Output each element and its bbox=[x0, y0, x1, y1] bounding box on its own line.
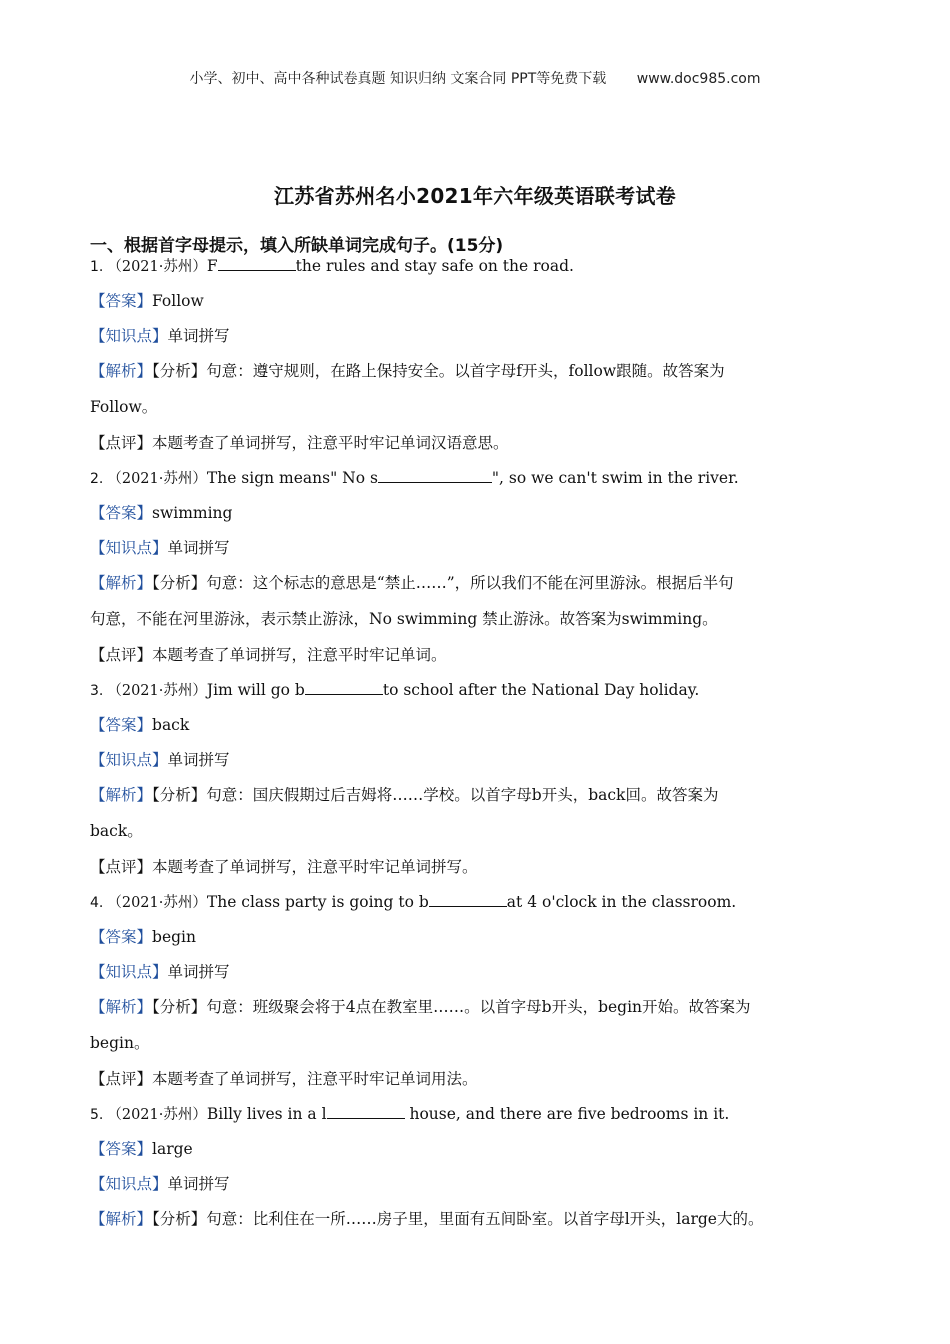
fenxi-label: 【分析】 bbox=[152, 998, 207, 1016]
answer-value: begin bbox=[152, 928, 196, 946]
answer-blank bbox=[429, 890, 507, 907]
answer-blank bbox=[218, 254, 296, 271]
answer-line bbox=[90, 496, 860, 531]
knowledge-value: 单词拼写 bbox=[167, 751, 230, 769]
knowledge-line bbox=[90, 743, 860, 778]
analysis-text: 句意：国庆假期过后吉姆将……学校。以首字母b开头，back回。故答案为 bbox=[206, 786, 719, 804]
knowledge-line bbox=[90, 955, 860, 990]
question-2 bbox=[90, 461, 860, 496]
answer-line bbox=[90, 284, 860, 319]
knowledge-value: 单词拼写 bbox=[167, 963, 230, 981]
comment-label: 【点评】 bbox=[90, 434, 153, 452]
question-number: 5. bbox=[90, 1107, 104, 1123]
answer-label: 【答案】 bbox=[90, 292, 153, 310]
answer-line bbox=[90, 1132, 860, 1167]
fenxi-label: 【分析】 bbox=[152, 574, 207, 592]
answer-value: large bbox=[152, 1140, 193, 1158]
comment-line bbox=[90, 1062, 860, 1097]
analysis-label: 【解析】 bbox=[90, 1210, 153, 1228]
knowledge-value: 单词拼写 bbox=[167, 1175, 230, 1193]
answer-label: 【答案】 bbox=[90, 1140, 153, 1158]
answer-blank bbox=[327, 1102, 405, 1119]
fenxi-label: 【分析】 bbox=[152, 786, 207, 804]
knowledge-line bbox=[90, 1167, 860, 1202]
comment-line bbox=[90, 638, 860, 673]
analysis-text: 句意：这个标志的意思是“禁止……”，所以我们不能在河里游泳。根据后半句 bbox=[206, 574, 734, 592]
analysis-line bbox=[90, 566, 860, 601]
knowledge-value: 单词拼写 bbox=[167, 327, 230, 345]
analysis-label: 【解析】 bbox=[90, 362, 153, 380]
question-text-before: Jim will go b bbox=[206, 681, 305, 699]
comment-label: 【点评】 bbox=[90, 646, 153, 664]
question-text-after: house, and there are five bedrooms in it. bbox=[404, 1105, 730, 1123]
question-source: （2021·苏州） bbox=[107, 471, 207, 487]
comment-label: 【点评】 bbox=[90, 1070, 153, 1088]
page-header bbox=[0, 68, 950, 88]
analysis-label: 【解析】 bbox=[90, 786, 153, 804]
answer-line bbox=[90, 920, 860, 955]
answer-value: swimming bbox=[152, 504, 233, 522]
knowledge-label: 【知识点】 bbox=[90, 1175, 168, 1193]
analysis-text: 句意：遵守规则，在路上保持安全。以首字母f开头，follow跟随。故答案为 bbox=[206, 362, 725, 380]
question-text-before: Billy lives in a l bbox=[206, 1105, 327, 1123]
fenxi-label: 【分析】 bbox=[152, 362, 207, 380]
analysis-continuation: back。 bbox=[90, 822, 143, 840]
answer-value: back bbox=[152, 716, 190, 734]
question-number: 2. bbox=[90, 471, 104, 487]
questions-list bbox=[90, 249, 860, 1237]
comment-text: 本题考查了单词拼写，注意平时牢记单词用法。 bbox=[152, 1070, 478, 1088]
answer-value: Follow bbox=[152, 292, 204, 310]
answer-label: 【答案】 bbox=[90, 504, 153, 522]
knowledge-label: 【知识点】 bbox=[90, 539, 168, 557]
comment-text: 本题考查了单词拼写，注意平时牢记单词拼写。 bbox=[152, 858, 478, 876]
analysis-text: 句意：班级聚会将于4点在教室里……。以首字母b开头，begin开始。故答案为 bbox=[206, 998, 751, 1016]
section-heading: 一、根据首字母提示，填入所缺单词完成句子。(15分) bbox=[90, 236, 504, 256]
question-1 bbox=[90, 249, 860, 284]
header-text: 小学、初中、高中各种试卷真题 知识归纳 文案合同 PPT等免费下载 bbox=[189, 71, 607, 87]
question-text-after: the rules and stay safe on the road. bbox=[295, 257, 574, 275]
header-site-link[interactable]: www.doc985.com bbox=[636, 71, 761, 87]
analysis-text: 句意：比利住在一所……房子里，里面有五间卧室。以首字母l开头，large大的。 bbox=[206, 1210, 764, 1228]
question-text-before: The class party is going to b bbox=[206, 893, 429, 911]
comment-line bbox=[90, 850, 860, 885]
question-number: 4. bbox=[90, 895, 104, 911]
analysis-label: 【解析】 bbox=[90, 574, 153, 592]
question-text-after: to school after the National Day holiday. bbox=[382, 681, 700, 699]
question-3 bbox=[90, 673, 860, 708]
question-number: 3. bbox=[90, 683, 104, 699]
question-source: （2021·苏州） bbox=[107, 683, 207, 699]
knowledge-label: 【知识点】 bbox=[90, 751, 168, 769]
question-4 bbox=[90, 885, 860, 920]
page-title: 江苏省苏州名小2021年六年级英语联考试卷 bbox=[274, 184, 676, 208]
analysis-line bbox=[90, 990, 860, 1025]
analysis-continuation: 句意，不能在河里游泳，表示禁止游泳，No swimming 禁止游泳。故答案为swimming。 bbox=[90, 610, 718, 628]
knowledge-line bbox=[90, 319, 860, 354]
comment-label: 【点评】 bbox=[90, 858, 153, 876]
question-source: （2021·苏州） bbox=[107, 1107, 207, 1123]
analysis-label: 【解析】 bbox=[90, 998, 153, 1016]
knowledge-line bbox=[90, 531, 860, 566]
fenxi-label: 【分析】 bbox=[152, 1210, 207, 1228]
answer-blank bbox=[305, 678, 383, 695]
question-text-before: The sign means" No s bbox=[206, 469, 378, 487]
knowledge-label: 【知识点】 bbox=[90, 327, 168, 345]
answer-blank bbox=[378, 466, 492, 483]
comment-text: 本题考查了单词拼写，注意平时牢记单词。 bbox=[152, 646, 447, 664]
answer-label: 【答案】 bbox=[90, 716, 153, 734]
comment-line bbox=[90, 426, 860, 461]
analysis-line bbox=[90, 1202, 860, 1237]
analysis-line bbox=[90, 778, 860, 813]
knowledge-value: 单词拼写 bbox=[167, 539, 230, 557]
question-text-before: F bbox=[206, 257, 218, 275]
analysis-continuation: begin。 bbox=[90, 1034, 150, 1052]
analysis-continuation: Follow。 bbox=[90, 398, 158, 416]
answer-label: 【答案】 bbox=[90, 928, 153, 946]
question-text-after: ", so we can't swim in the river. bbox=[491, 469, 739, 487]
answer-line bbox=[90, 708, 860, 743]
analysis-line bbox=[90, 354, 860, 389]
question-number: 1. bbox=[90, 259, 104, 275]
comment-text: 本题考查了单词拼写，注意平时牢记单词汉语意思。 bbox=[152, 434, 509, 452]
question-5 bbox=[90, 1097, 860, 1132]
question-source: （2021·苏州） bbox=[107, 895, 207, 911]
question-source: （2021·苏州） bbox=[107, 259, 207, 275]
question-text-after: at 4 o'clock in the classroom. bbox=[506, 893, 737, 911]
knowledge-label: 【知识点】 bbox=[90, 963, 168, 981]
